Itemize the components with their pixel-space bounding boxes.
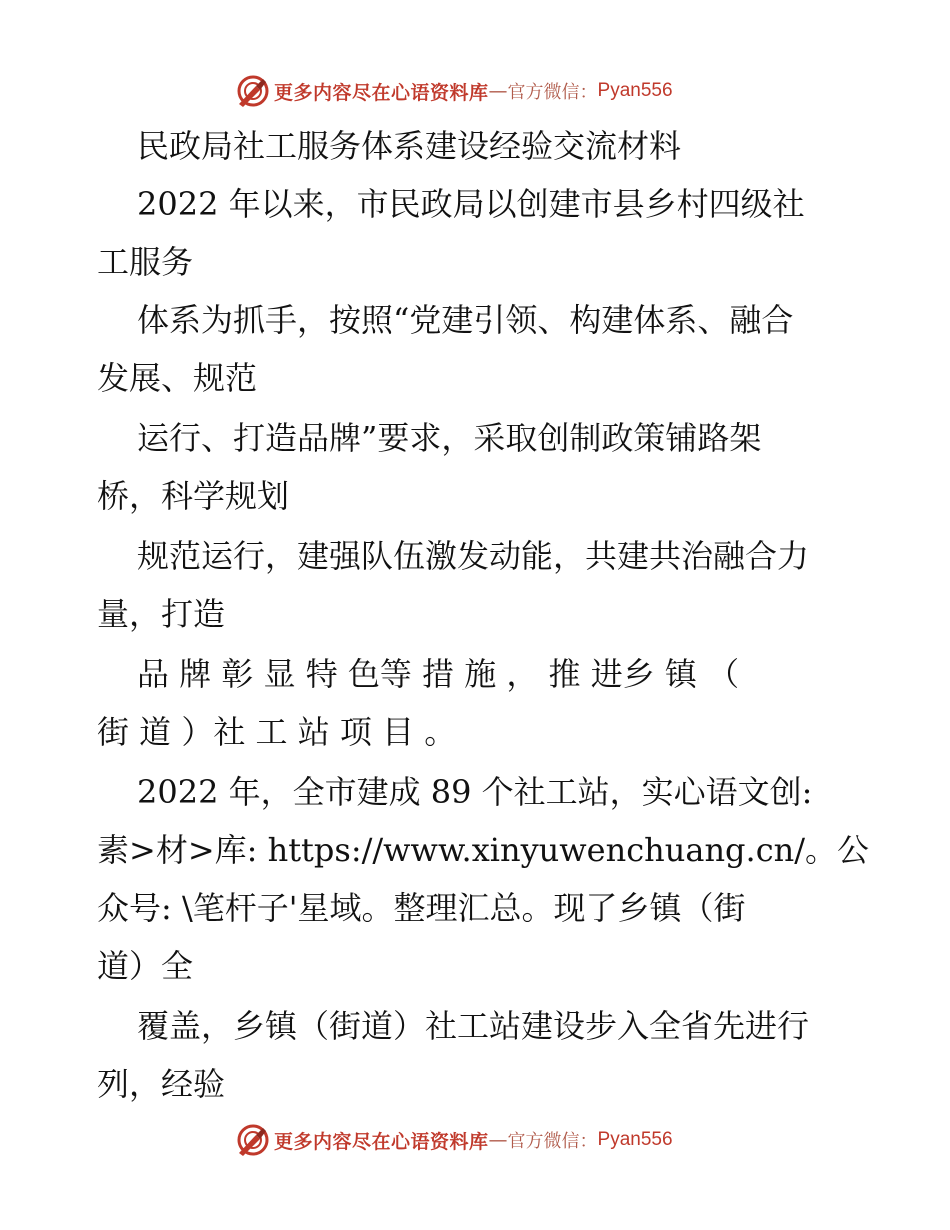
footer-banner — [236, 1122, 716, 1158]
paragraph-line: 素>材>库: https://www.xinyuwenchuang.cn/。公 — [97, 831, 870, 869]
paragraph-line: 2022 年，全市建成 89 个社工站，实心语文创: — [137, 773, 813, 811]
paragraph-line: 运行、打造品牌”要求，采取创制政策铺路架 — [137, 419, 762, 457]
paragraph-line: 品 牌 彰 显 特 色等 措 施 ， 推 进乡 镇 （ — [137, 655, 740, 693]
paragraph-line: 桥，科学规划 — [97, 477, 290, 515]
banner-wechat-label: 官方微信： — [507, 1131, 598, 1152]
banner-separator: — — [488, 1129, 508, 1151]
document-title: 民政局社工服务体系建设经验交流材料 — [137, 127, 682, 165]
paragraph-line: 街 道 ）社 工 站 项 目 。 — [97, 713, 457, 751]
pen-nib-logo-icon — [236, 74, 270, 108]
paragraph-line: 众号: \笔杆子'星域。整理汇总。现了乡镇（街 — [97, 889, 746, 927]
paragraph-line: 发展、规范 — [97, 359, 258, 397]
banner-text: 更多内容尽在心语资料库 — [274, 81, 489, 104]
pen-nib-logo-icon — [236, 1123, 270, 1157]
paragraph-line: 体系为抓手，按照“党建引领、构建体系、融合 — [137, 301, 794, 339]
banner-wechat-id: Pyan556 — [597, 80, 673, 101]
paragraph-line: 2022 年以来，市民政局以创建市县乡村四级社 — [137, 185, 805, 223]
banner-wechat-id: Pyan556 — [597, 1129, 673, 1150]
banner-wechat-label: 官方微信： — [507, 82, 598, 103]
banner-separator: — — [488, 80, 508, 102]
banner-text: 更多内容尽在心语资料库 — [274, 1130, 489, 1153]
paragraph-line: 列，经验 — [97, 1065, 226, 1103]
paragraph-line: 规范运行，建强队伍激发动能，共建共治融合力 — [137, 537, 810, 575]
paragraph-line: 工服务 — [97, 243, 194, 281]
header-banner — [236, 73, 716, 109]
paragraph-line: 量，打造 — [97, 595, 226, 633]
paragraph-line: 覆盖，乡镇（街道）社工站建设步入全省先进行 — [137, 1007, 810, 1045]
paragraph-line: 道）全 — [97, 947, 194, 985]
